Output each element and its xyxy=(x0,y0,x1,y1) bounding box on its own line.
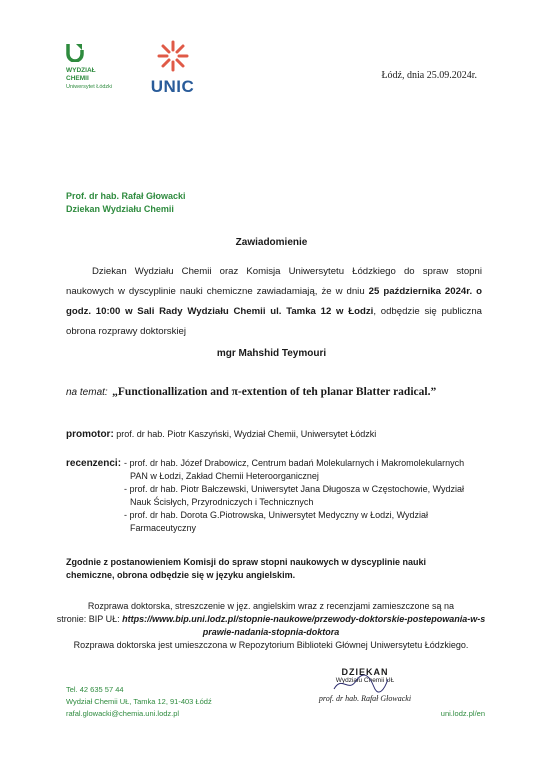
reviewer-item: - prof. dr hab. Józef Drabowicz, Centrum badań Molekularnych i Makromolekularnych PAN w Łodzi, Zakład Chemii Heteroorganicznej xyxy=(124,458,465,481)
topic-label: na temat: xyxy=(66,387,108,398)
reviewers-list xyxy=(124,457,484,535)
reviewer-item: - prof. dr hab. Dorota G.Piotrowska, Uniwersytet Medyczny w Łodzi, Wydział Farmaceutyczny xyxy=(124,510,429,533)
page-title: Zawiadomienie xyxy=(235,237,308,248)
reviewers-label-wrap xyxy=(66,457,126,470)
availability-line2-prefix: stronie: BIP UŁ: xyxy=(56,614,123,624)
unic-logo-text: UNIC xyxy=(150,77,195,96)
stamp-name: prof. dr hab. Rafał Głowacki xyxy=(318,694,412,703)
unic-star-icon xyxy=(156,40,190,72)
availability-line1: Rozprawa doktorska, streszczenie w jęz. angielskim wraz z recenzjami zamieszczone są na xyxy=(87,601,455,611)
dean-stamp xyxy=(300,667,430,703)
footer-url[interactable]: uni.lodz.pl/en xyxy=(440,709,485,718)
language-decision: Zgodnie z postanowieniem Komisji do spraw stopni naukowych w dyscyplinie nauki chemiczne, obrona odbędzie się w języku angielskim. xyxy=(66,557,427,580)
topic-title: „Functionallization and π-extention of teh planar Blatter radical.” xyxy=(112,386,437,398)
signature-icon xyxy=(330,673,390,695)
promotor-label: promotor: xyxy=(66,429,114,440)
faculty-logo-line3: Uniwersytet Łódzki xyxy=(66,84,113,90)
unic-logo xyxy=(150,40,195,97)
footer-contact xyxy=(66,684,212,720)
addressee-name: Prof. dr hab. Rafał Głowacki xyxy=(66,191,186,201)
faculty-logo-line2: CHEMII xyxy=(66,75,89,82)
candidate-name: mgr Mahshid Teymouri xyxy=(216,348,327,359)
faculty-logo-line1: WYDZIAŁ xyxy=(66,67,96,74)
intro-date-place: 25 października 2024r. o godz. 10:00 w Sali Rady Wydziału Chemii ul. Tamka 12 w Łodzi xyxy=(66,286,482,317)
footer-email[interactable]: rafal.glowacki@chemia.uni.lodz.pl xyxy=(66,709,180,718)
footer-phone: Tel. 42 635 57 44 xyxy=(66,685,124,694)
faculty-logo-icon xyxy=(66,42,84,62)
stamp-subtitle: Wydziału Chemii UŁ xyxy=(335,677,395,684)
stamp-title: DZIEKAN xyxy=(341,667,389,677)
addressee xyxy=(66,190,186,216)
footer-address: Wydział Chemii UŁ, Tamka 12, 91-403 Łódź xyxy=(66,697,212,706)
faculty-logo xyxy=(66,42,126,91)
promotor xyxy=(66,428,486,441)
intro-text-2: , odbędzie się publiczna obrona rozprawy doktorskiej xyxy=(66,306,483,337)
reviewer-item: - prof. dr hab. Piotr Bałczewski, Uniwersytet Jana Długosza w Częstochowie, Wydział Nauk Ścisłych, Przyrodniczych i Technicznych xyxy=(124,484,465,507)
intro-text-1: Dziekan Wydziału Chemii oraz Komisja Uniwersytetu Łódzkiego do spraw stopni naukowych w dyscyplinie nauki chemiczne zawiadamiają, że w dniu xyxy=(66,266,482,297)
addressee-title: Dziekan Wydziału Chemii xyxy=(66,204,174,214)
intro-paragraph xyxy=(66,262,482,342)
reviewers-label: recenzenci: xyxy=(66,458,122,469)
availability-line3: Rozprawa doktorska jest umieszczona w Repozytorium Biblioteki Głównej Uniwersytetu Łódzkiego. xyxy=(73,640,469,650)
availability xyxy=(56,600,486,652)
promotor-text: prof. dr hab. Piotr Kaszyński, Wydział Chemii, Uniwersytet Łódzki xyxy=(113,429,377,439)
topic xyxy=(66,382,506,400)
document-date: Łódź, dnia 25.09.2024r. xyxy=(381,70,477,81)
bip-link[interactable]: https://www.bip.uni.lodz.pl/stopnie-naukowe/przewody-doktorskie-postepowania-w-sprawie-nadania-stopnia-doktora xyxy=(122,614,486,637)
